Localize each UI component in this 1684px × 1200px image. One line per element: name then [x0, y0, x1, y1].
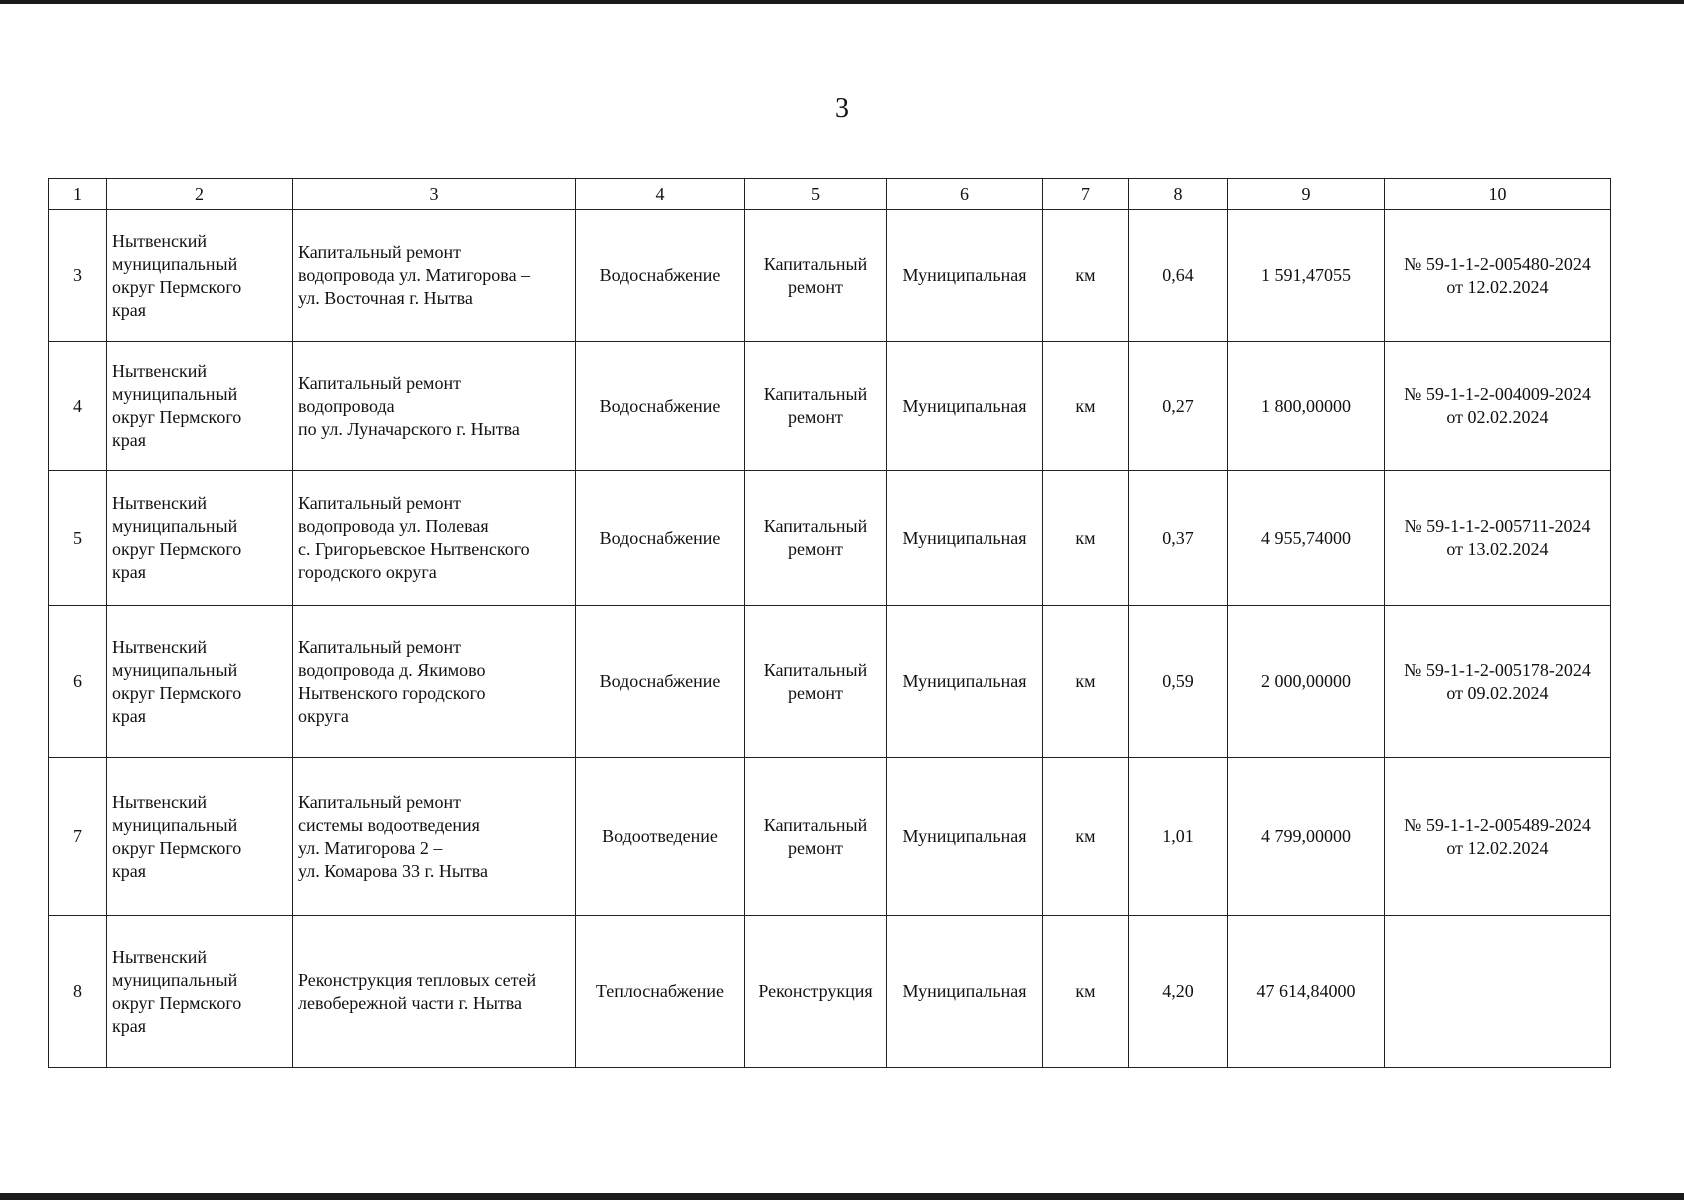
- district-text: Нытвенский муниципальный округ Пермского края: [112, 946, 242, 1036]
- length-cell: 0,37: [1129, 471, 1228, 606]
- doc-cell: [1385, 471, 1611, 606]
- district-text: Нытвенский муниципальный округ Пермского края: [112, 493, 242, 582]
- object-text: Капитальный ремонт водопровода д. Якимово Нытвенского городского округа: [298, 636, 486, 726]
- ownership-cell: Муниципальная: [887, 916, 1043, 1068]
- ownership-cell: Муниципальная: [887, 606, 1043, 758]
- doc-cell: [1385, 916, 1611, 1068]
- row-number: 4: [49, 342, 107, 471]
- district-cell: [107, 342, 293, 471]
- column-header: 3: [293, 179, 576, 210]
- work-type-cell: [745, 606, 887, 758]
- work-type-text: Реконструкция: [758, 981, 873, 1001]
- district-cell: [107, 758, 293, 916]
- district-text: Нытвенский муниципальный округ Пермского края: [112, 361, 242, 450]
- length-cell: 1,01: [1129, 758, 1228, 916]
- table-row: [49, 916, 1611, 1068]
- table-row: [49, 758, 1611, 916]
- column-header: 10: [1385, 179, 1611, 210]
- object-cell: [293, 758, 576, 916]
- object-cell: [293, 210, 576, 342]
- doc-cell: [1385, 758, 1611, 916]
- ownership-cell: Муниципальная: [887, 342, 1043, 471]
- table-row: [49, 471, 1611, 606]
- district-cell: [107, 606, 293, 758]
- cost-cell: 4 955,74000: [1228, 471, 1385, 606]
- object-text: Капитальный ремонт водопровода ул. Полевая с. Григорьевское Нытвенского городского округа: [298, 493, 530, 582]
- doc-text: № 59-1-1-2-005711-2024 от 13.02.2024: [1404, 516, 1591, 559]
- work-type-cell: [745, 210, 887, 342]
- object-cell: [293, 342, 576, 471]
- doc-text: № 59-1-1-2-004009-2024 от 02.02.2024: [1404, 384, 1591, 427]
- unit-cell: км: [1043, 471, 1129, 606]
- length-cell: 4,20: [1129, 916, 1228, 1068]
- unit-cell: км: [1043, 342, 1129, 471]
- column-header: 7: [1043, 179, 1129, 210]
- district-cell: [107, 916, 293, 1068]
- page-number: 3: [835, 93, 849, 124]
- district-text: Нытвенский муниципальный округ Пермского края: [112, 636, 242, 726]
- row-number: 8: [49, 916, 107, 1068]
- column-header: 4: [576, 179, 745, 210]
- unit-cell: км: [1043, 606, 1129, 758]
- district-text: Нытвенский муниципальный округ Пермского края: [112, 230, 242, 320]
- work-type-text: Капитальный ремонт: [763, 253, 868, 297]
- cost-cell: 1 591,47055: [1228, 210, 1385, 342]
- cost-cell: 1 800,00000: [1228, 342, 1385, 471]
- work-type-text: Капитальный ремонт: [763, 384, 868, 427]
- doc-text: № 59-1-1-2-005480-2024 от 12.02.2024: [1404, 253, 1591, 297]
- work-type-text: Капитальный ремонт: [763, 814, 868, 858]
- system-cell: Водоснабжение: [576, 342, 745, 471]
- system-cell: Водоснабжение: [576, 606, 745, 758]
- column-header: 2: [107, 179, 293, 210]
- column-header: 1: [49, 179, 107, 210]
- length-cell: 0,27: [1129, 342, 1228, 471]
- district-cell: [107, 471, 293, 606]
- system-cell: Теплоснабжение: [576, 916, 745, 1068]
- doc-text: № 59-1-1-2-005489-2024 от 12.02.2024: [1404, 814, 1591, 858]
- work-type-text: Капитальный ремонт: [763, 516, 868, 559]
- column-header: 8: [1129, 179, 1228, 210]
- object-text: Капитальный ремонт системы водоотведения ул. Матигорова 2 – ул. Комарова 33 г. Нытва: [298, 791, 489, 881]
- doc-cell: [1385, 342, 1611, 471]
- table-row: [49, 342, 1611, 471]
- work-type-cell: [745, 758, 887, 916]
- cost-cell: 47 614,84000: [1228, 916, 1385, 1068]
- column-header: 9: [1228, 179, 1385, 210]
- object-text: Капитальный ремонт водопровода ул. Матигорова – ул. Восточная г. Нытва: [298, 242, 531, 308]
- object-cell: [293, 471, 576, 606]
- work-type-text: Капитальный ремонт: [763, 659, 868, 703]
- table-row: [49, 210, 1611, 342]
- district-text: Нытвенский муниципальный округ Пермского края: [112, 791, 242, 881]
- table-header-row: [49, 179, 1611, 210]
- row-number: 7: [49, 758, 107, 916]
- object-text: Реконструкция тепловых сетей левобережной части г. Нытва: [298, 969, 537, 1013]
- ownership-cell: Муниципальная: [887, 210, 1043, 342]
- scan-edge-top: [0, 0, 1684, 4]
- length-cell: 0,59: [1129, 606, 1228, 758]
- object-cell: [293, 916, 576, 1068]
- system-cell: Водоснабжение: [576, 210, 745, 342]
- doc-cell: [1385, 210, 1611, 342]
- district-cell: [107, 210, 293, 342]
- column-header: 5: [745, 179, 887, 210]
- object-text: Капитальный ремонт водопровода по ул. Луначарского г. Нытва: [298, 372, 520, 439]
- unit-cell: км: [1043, 758, 1129, 916]
- cost-cell: 4 799,00000: [1228, 758, 1385, 916]
- object-cell: [293, 606, 576, 758]
- row-number: 5: [49, 471, 107, 606]
- doc-text: № 59-1-1-2-005178-2024 от 09.02.2024: [1404, 659, 1591, 703]
- scan-edge-bottom: [0, 1193, 1684, 1200]
- row-number: 6: [49, 606, 107, 758]
- length-cell: 0,64: [1129, 210, 1228, 342]
- doc-cell: [1385, 606, 1611, 758]
- registry-table: [48, 178, 1611, 1068]
- work-type-cell: [745, 342, 887, 471]
- column-header: 6: [887, 179, 1043, 210]
- ownership-cell: Муниципальная: [887, 471, 1043, 606]
- table-row: [49, 606, 1611, 758]
- unit-cell: км: [1043, 916, 1129, 1068]
- system-cell: Водоснабжение: [576, 471, 745, 606]
- work-type-cell: [745, 916, 887, 1068]
- work-type-cell: [745, 471, 887, 606]
- unit-cell: км: [1043, 210, 1129, 342]
- row-number: 3: [49, 210, 107, 342]
- ownership-cell: Муниципальная: [887, 758, 1043, 916]
- system-cell: Водоотведение: [576, 758, 745, 916]
- cost-cell: 2 000,00000: [1228, 606, 1385, 758]
